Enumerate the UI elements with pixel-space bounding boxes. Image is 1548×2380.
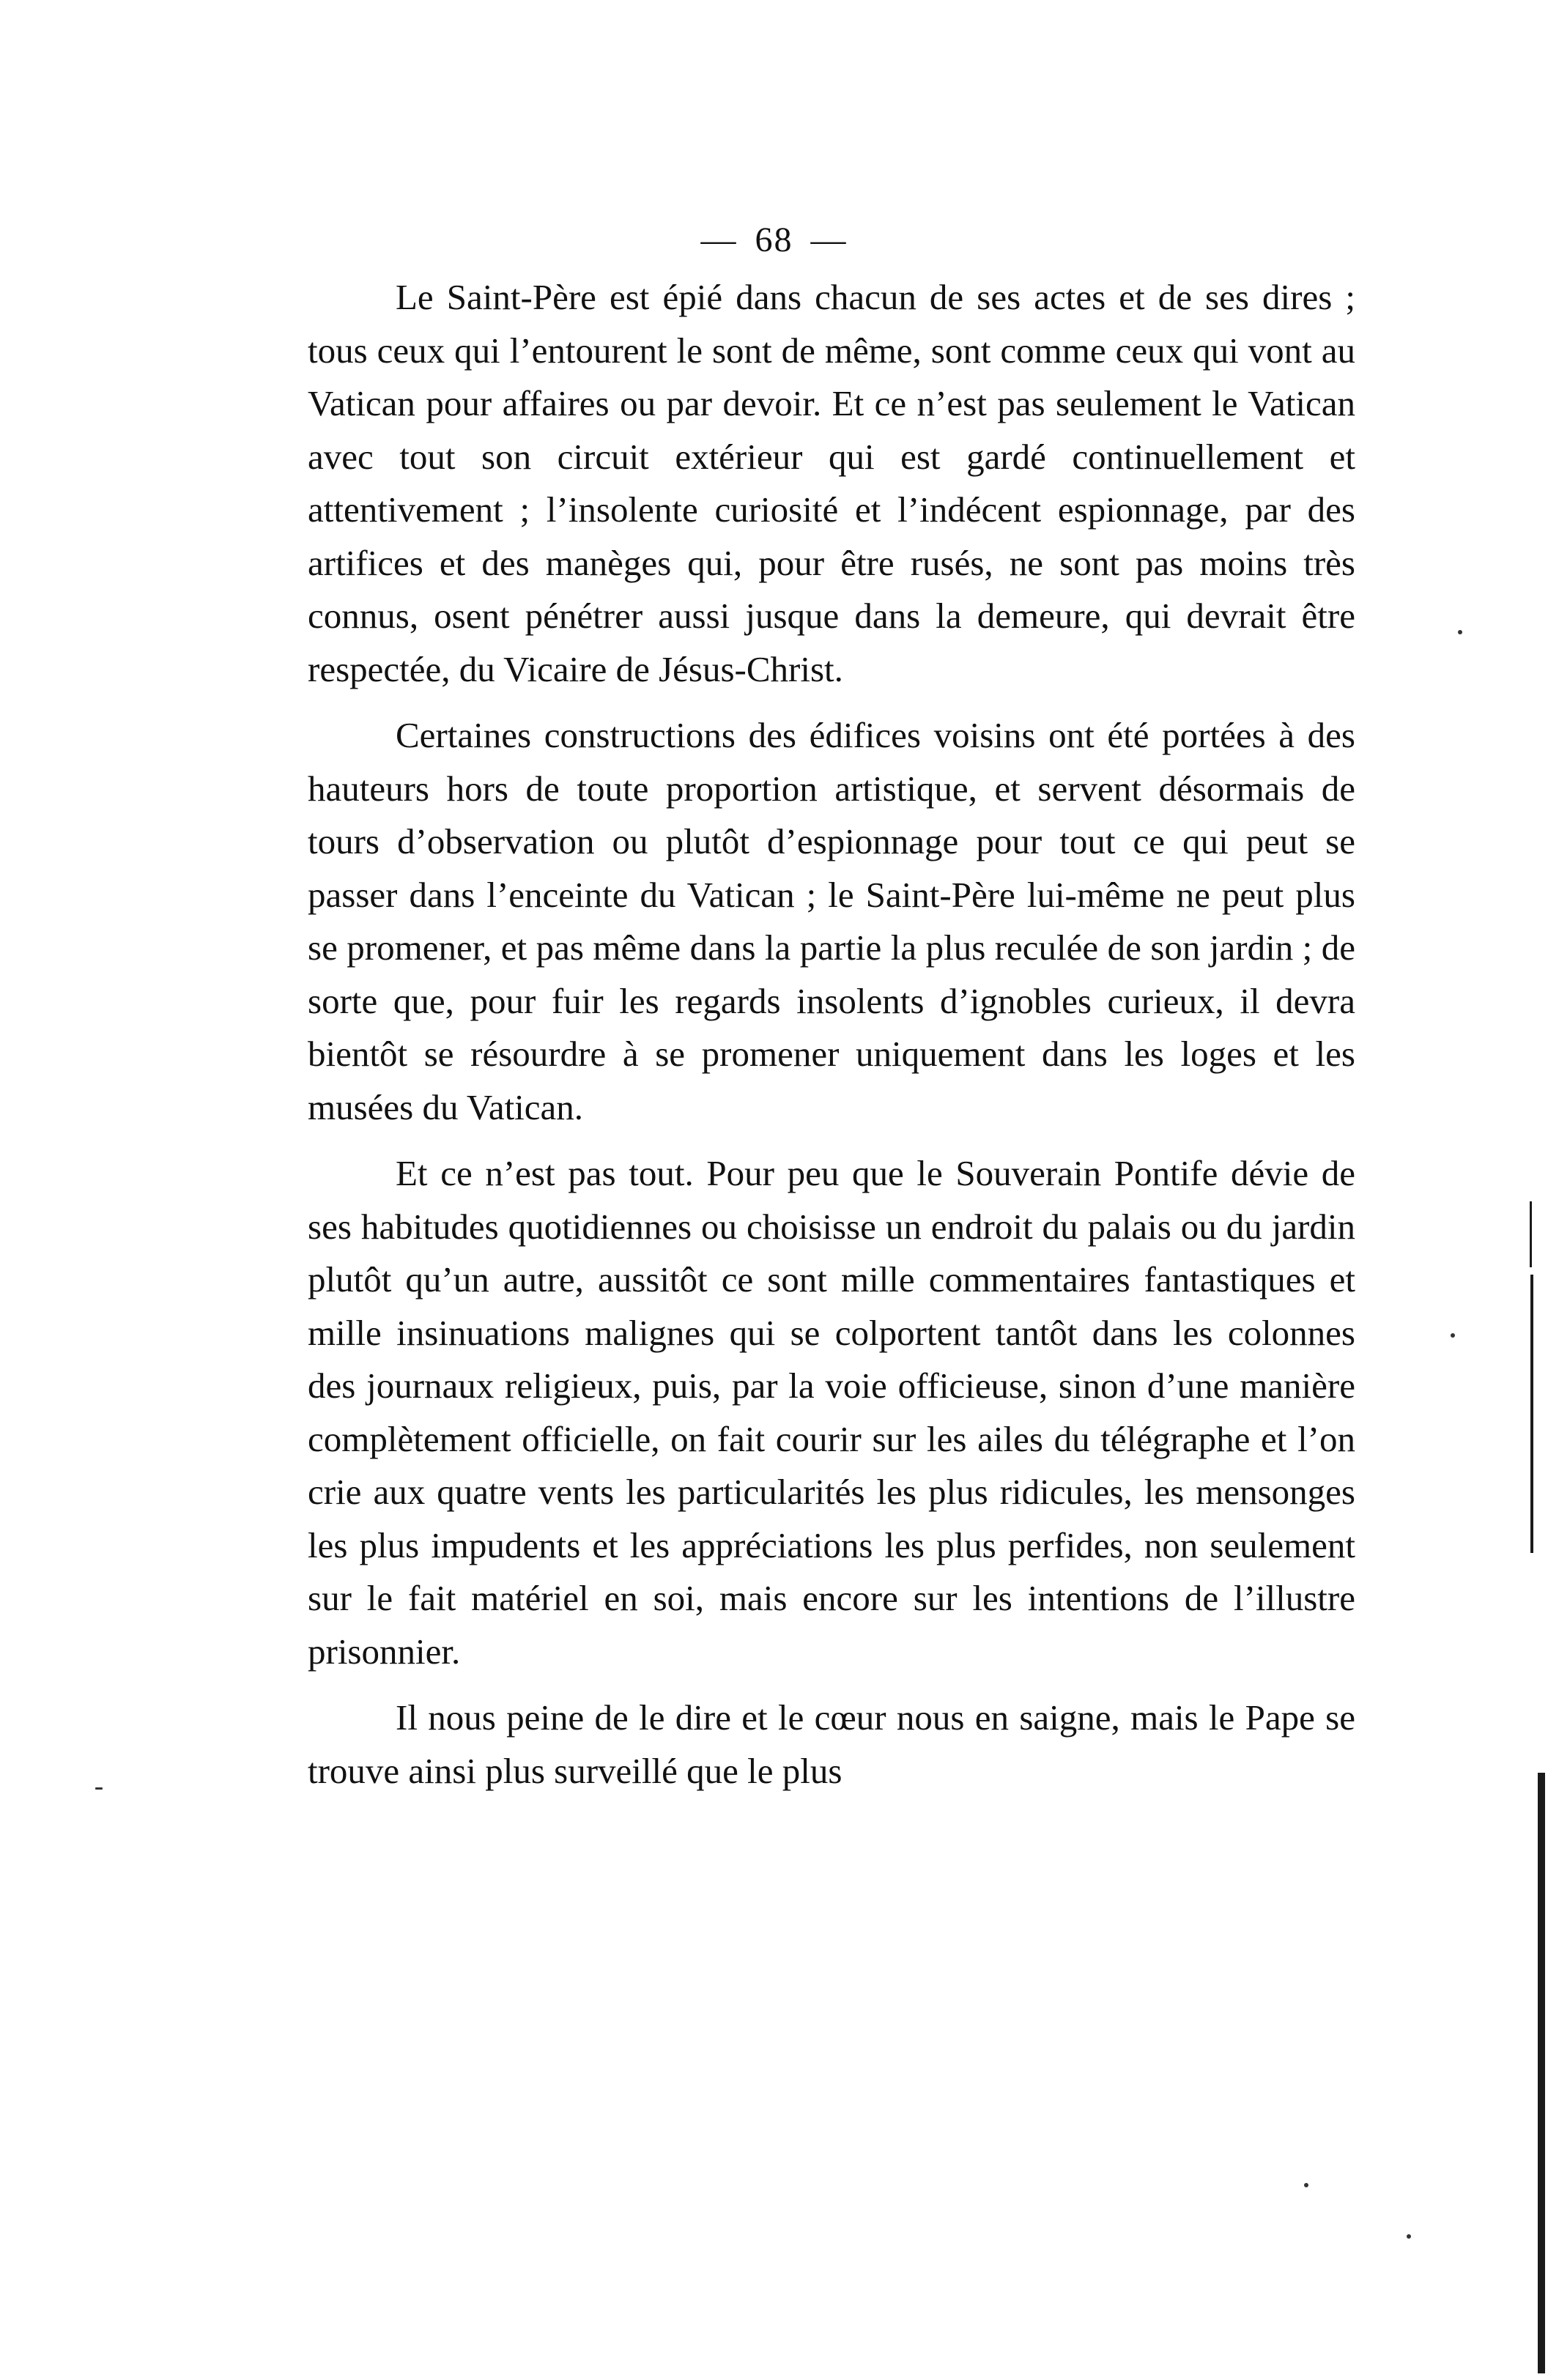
page-number-dash-left: — <box>700 220 738 259</box>
paragraph-3: Et ce n’est pas tout. Pour peu que le Souverain Pontife dévie de ses habitudes quotidiennes ou choisisse un endroit du palais ou du jardin plutôt qu’un autre, aussitôt ce sont mille commentaires fantastiques et mille insinuations malignes qui se colportent tantôt dans les colonnes des journaux religieux, puis, par la voie officieuse, sinon d’une manière complètement officielle, on fait courir sur les ailes du télégraphe et l’on crie aux quatre vents les particularités les plus ridicules, les mensonges les plus impudents et les appréciations les plus perfides, non seulement sur le fait matériel en soi, mais encore sur les intentions de l’illustre prisonnier. <box>308 1153 1355 1672</box>
scan-speck-1 <box>1458 630 1462 634</box>
paragraph-2: Certaines constructions des édifices voisins ont été portées à des hauteurs hors de toute proportion artistique, et servent désormais de tours d’observation ou plutôt d’espionnage pour tout ce qui peut se passer dans l’enceinte du Vatican ; le Saint-Père lui-même ne peut plus se promener, et pas même dans la partie la plus reculée de son jardin ; de sorte que, pour fuir les regards insolents d’ignobles curieux, il devra bientôt se résourdre à se promener uniquement dans les loges et les musées du Vatican. <box>308 715 1355 1127</box>
scan-speck-4 <box>1304 2183 1308 2187</box>
scan-speck-3 <box>1451 1333 1455 1338</box>
scan-speck-2 <box>95 1787 103 1790</box>
page-number <box>0 220 1548 260</box>
scan-edge-shadow-3 <box>1538 1773 1545 2373</box>
page-number-dash-right: — <box>810 220 848 259</box>
page-number-value: 68 <box>755 220 793 259</box>
body-text <box>308 271 1355 1798</box>
scan-edge-shadow-2 <box>1530 1275 1533 1553</box>
paragraph-1: Le Saint-Père est épié dans chacun de ses actes et de ses dires ; tous ceux qui l’entourent le sont de même, sont comme ceux qui vont au Vatican pour affaires ou par devoir. Et ce n’est pas seulement le Vatican avec tout son circuit extérieur qui est gardé continuellement et attentivement ; l’insolente curiosité et l’indécent espionnage, par des artifices et des manèges qui, pour être rusés, ne sont pas moins très connus, osent pénétrer aussi jusque dans la demeure, qui devrait être respectée, du Vicaire de Jésus-Christ. <box>308 277 1355 689</box>
paragraph-4: Il nous peine de le dire et le cœur nous en saigne, mais le Pape se trouve ainsi plus surveillé que le plus <box>308 1697 1355 1791</box>
scan-edge-shadow-1 <box>1530 1201 1532 1267</box>
scan-speck-5 <box>1407 2234 1411 2239</box>
